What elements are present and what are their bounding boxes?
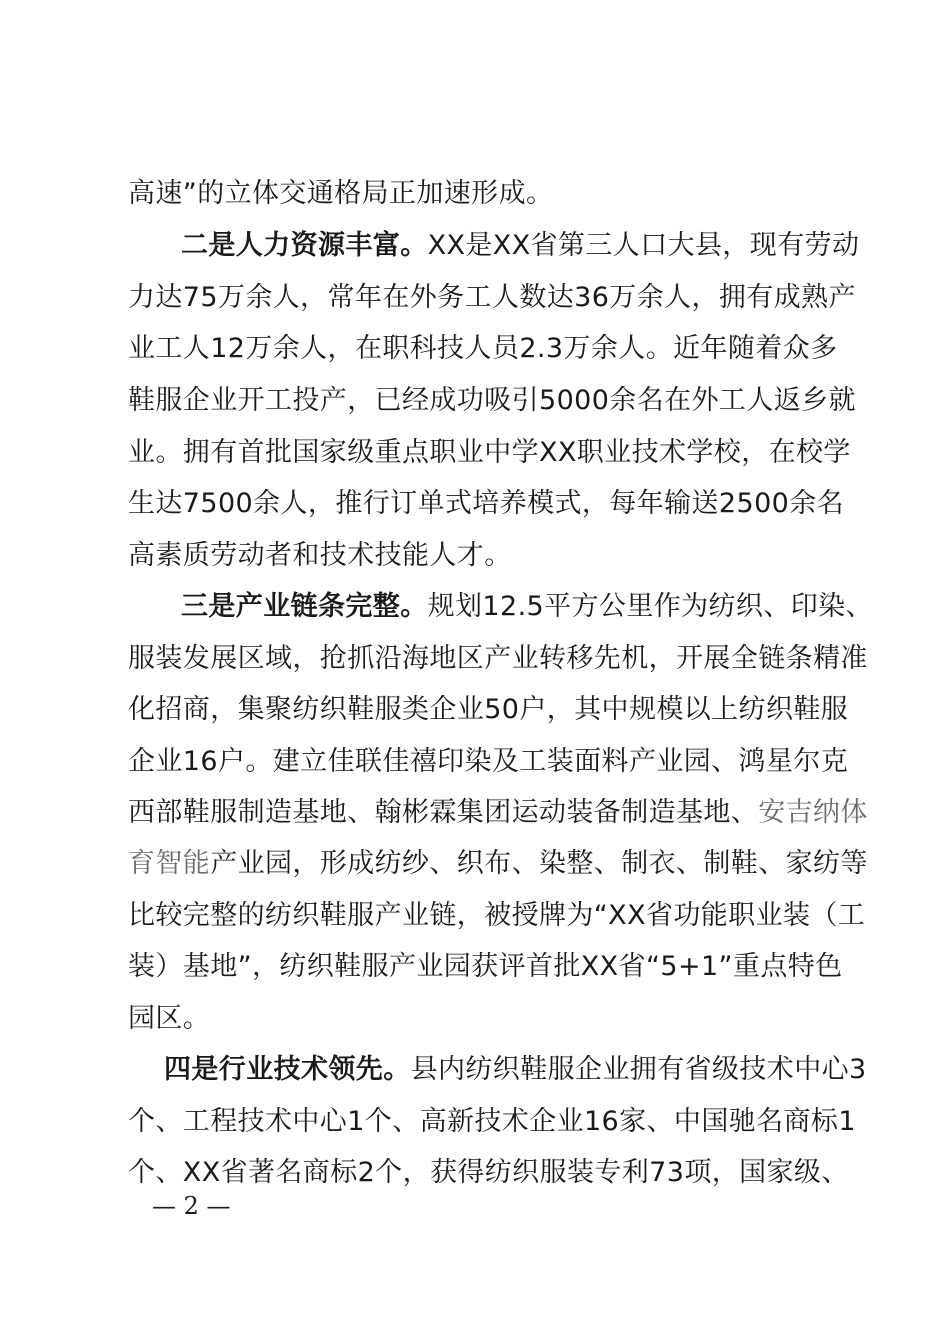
paragraph-2-start: 二是人力资源丰富。XX是XX省第三人口大县，现有劳动 — [181, 230, 860, 261]
text-line: 西部鞋服制造基地、翰彬霖集团运动装备制造基地、安吉纳体 — [128, 797, 868, 828]
highlighted-text: 育智能 — [128, 848, 211, 879]
text-line: 园区。 — [128, 1003, 211, 1034]
text-line: 高素质劳动者和技术技能人才。 — [128, 540, 512, 571]
paragraph-3-start: 三是产业链条完整。规划12.5平方公里作为纺织、印染、 — [181, 591, 873, 622]
text-line: 装）基地”，纺织鞋服产业园获评首批XX省“5+1”重点特色 — [128, 951, 843, 982]
text-line: 业。拥有首批国家级重点职业中学XX职业技术学校，在校学 — [128, 437, 851, 468]
text-line: 生达7500余人，推行订单式培养模式，每年输送2500余名 — [128, 488, 845, 519]
section-heading-technology: 四是行业技术领先。 — [164, 1054, 411, 1085]
section-heading-human-resources: 二是人力资源丰富。 — [181, 230, 428, 261]
text-line: 鞋服企业开工投产，已经成功吸引5000余名在外工人返乡就 — [128, 385, 856, 416]
text-line: 个、工程技术中心1个、高新技术企业16家、中国驰名商标1 — [128, 1106, 856, 1137]
section-heading-industry-chain: 三是产业链条完整。 — [181, 591, 428, 622]
highlighted-text: 安吉纳体 — [758, 797, 868, 828]
text-line: 高速”的立体交通格局正加速形成。 — [128, 178, 554, 209]
text-line: 比较完整的纺织鞋服产业链，被授牌为“XX省功能职业装（工 — [128, 900, 866, 931]
text-line: 业工人12万余人，在职科技人员2.3万余人。近年随着众多 — [128, 333, 838, 364]
text-line: 服装发展区域，抢抓沿海地区产业转移先机，开展全链条精准 — [128, 643, 868, 674]
text-line: 个、XX省著名商标2个，获得纺织服装专利73项，国家级、 — [128, 1157, 849, 1188]
page-number: — 2 — — [152, 1192, 231, 1220]
text-line: 育智能产业园，形成纺纱、织布、染整、制衣、制鞋、家纺等 — [128, 848, 868, 879]
paragraph-4-start: 四是行业技术领先。县内纺织鞋服企业拥有省级技术中心3 — [164, 1054, 867, 1085]
text-line: 化招商，集聚纺织鞋服类企业50户，其中规模以上纺织鞋服 — [128, 694, 849, 725]
text-line: 力达75万余人，常年在外务工人数达36万余人，拥有成熟产 — [128, 282, 856, 313]
text-line: 企业16户。建立佳联佳禧印染及工装面料产业园、鸿星尔克 — [128, 746, 849, 777]
